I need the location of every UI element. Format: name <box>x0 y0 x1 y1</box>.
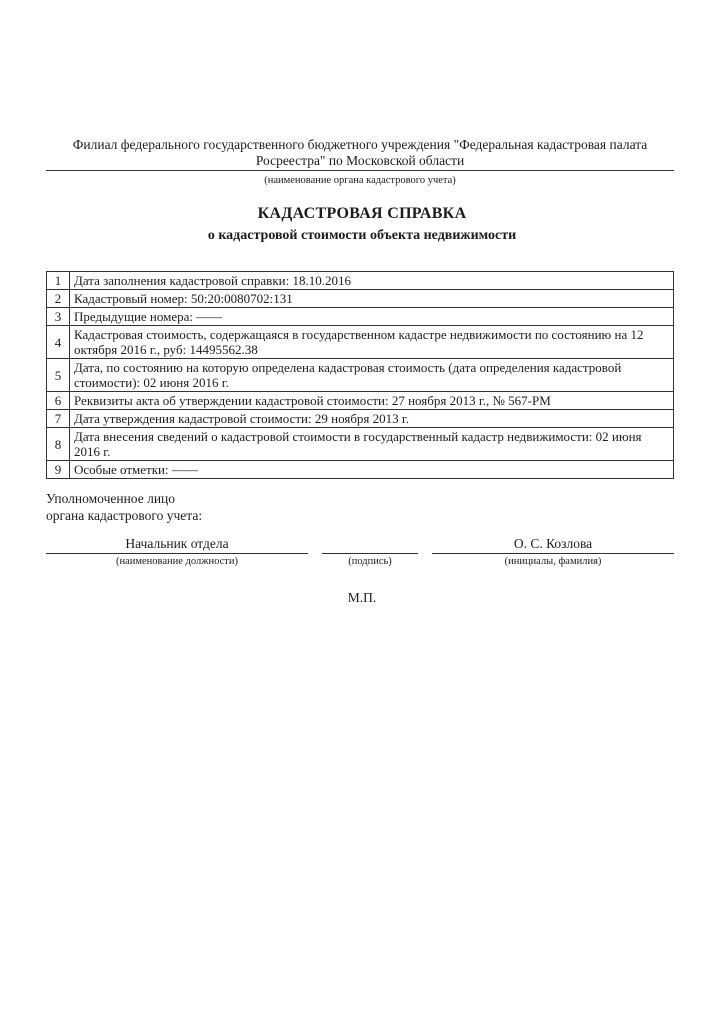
row-number: 4 <box>47 326 70 359</box>
table-row <box>47 359 674 392</box>
row-number: 2 <box>47 290 70 308</box>
row-number: 1 <box>47 272 70 290</box>
table-row <box>47 272 674 290</box>
row-text: Предыдущие номера: —— <box>70 308 674 326</box>
row-number: 6 <box>47 392 70 410</box>
table-row <box>47 410 674 428</box>
table-row <box>47 428 674 461</box>
position-caption: (наименование должности) <box>115 556 239 567</box>
row-text: Дата внесения сведений о кадастровой стоимости в государственный кадастр недвижимости: 02 июня 2016 г. <box>70 428 674 461</box>
org-name-line2: Росреестра" по Московской области <box>46 153 674 171</box>
row-text: Дата, по состоянию на которую определена кадастровая стоимость (дата определения кадастровой стоимости): 02 июня 2016 г. <box>70 359 674 392</box>
row-text: Реквизиты акта об утверждении кадастровой стоимости: 27 ноября 2013 г., № 567-РМ <box>70 392 674 410</box>
table-row <box>47 392 674 410</box>
table-row <box>47 326 674 359</box>
org-caption: (наименование органа кадастрового учета) <box>264 175 456 186</box>
name-caption: (инициалы, фамилия) <box>504 556 602 567</box>
row-text: Дата утверждения кадастровой стоимости: 29 ноября 2013 г. <box>70 410 674 428</box>
authorized-line2: органа кадастрового учета: <box>46 508 203 523</box>
signature-caption: (подпись) <box>348 556 392 567</box>
stamp-label: М.П. <box>347 590 377 605</box>
org-header <box>46 137 674 189</box>
name-field: О. С. Козлова <box>432 536 674 554</box>
table-row <box>47 461 674 479</box>
document-subtitle: о кадастровой стоимости объекта недвижимости <box>207 228 517 243</box>
authorized-line1: Уполномоченное лицо <box>46 491 176 506</box>
signature-field <box>322 536 418 554</box>
row-number: 3 <box>47 308 70 326</box>
authorized-person-label <box>46 490 202 524</box>
org-name-line1: Филиал федерального государственного бюджетного учреждения "Федеральная кадастровая палата <box>72 137 648 152</box>
row-text: Особые отметки: —— <box>70 461 674 479</box>
position-field: Начальник отдела <box>46 536 308 554</box>
document-title: КАДАСТРОВАЯ СПРАВКА <box>257 205 467 222</box>
row-text: Дата заполнения кадастровой справки: 18.10.2016 <box>70 272 674 290</box>
row-text: Кадастровая стоимость, содержащаяся в государственном кадастре недвижимости по состоянию на 12 октября 2016 г., руб: 14495562.38 <box>70 326 674 359</box>
row-number: 5 <box>47 359 70 392</box>
row-number: 7 <box>47 410 70 428</box>
table-row <box>47 290 674 308</box>
row-number: 9 <box>47 461 70 479</box>
table-row <box>47 308 674 326</box>
row-text: Кадастровый номер: 50:20:0080702:131 <box>70 290 674 308</box>
info-table <box>46 271 674 479</box>
row-number: 8 <box>47 428 70 461</box>
